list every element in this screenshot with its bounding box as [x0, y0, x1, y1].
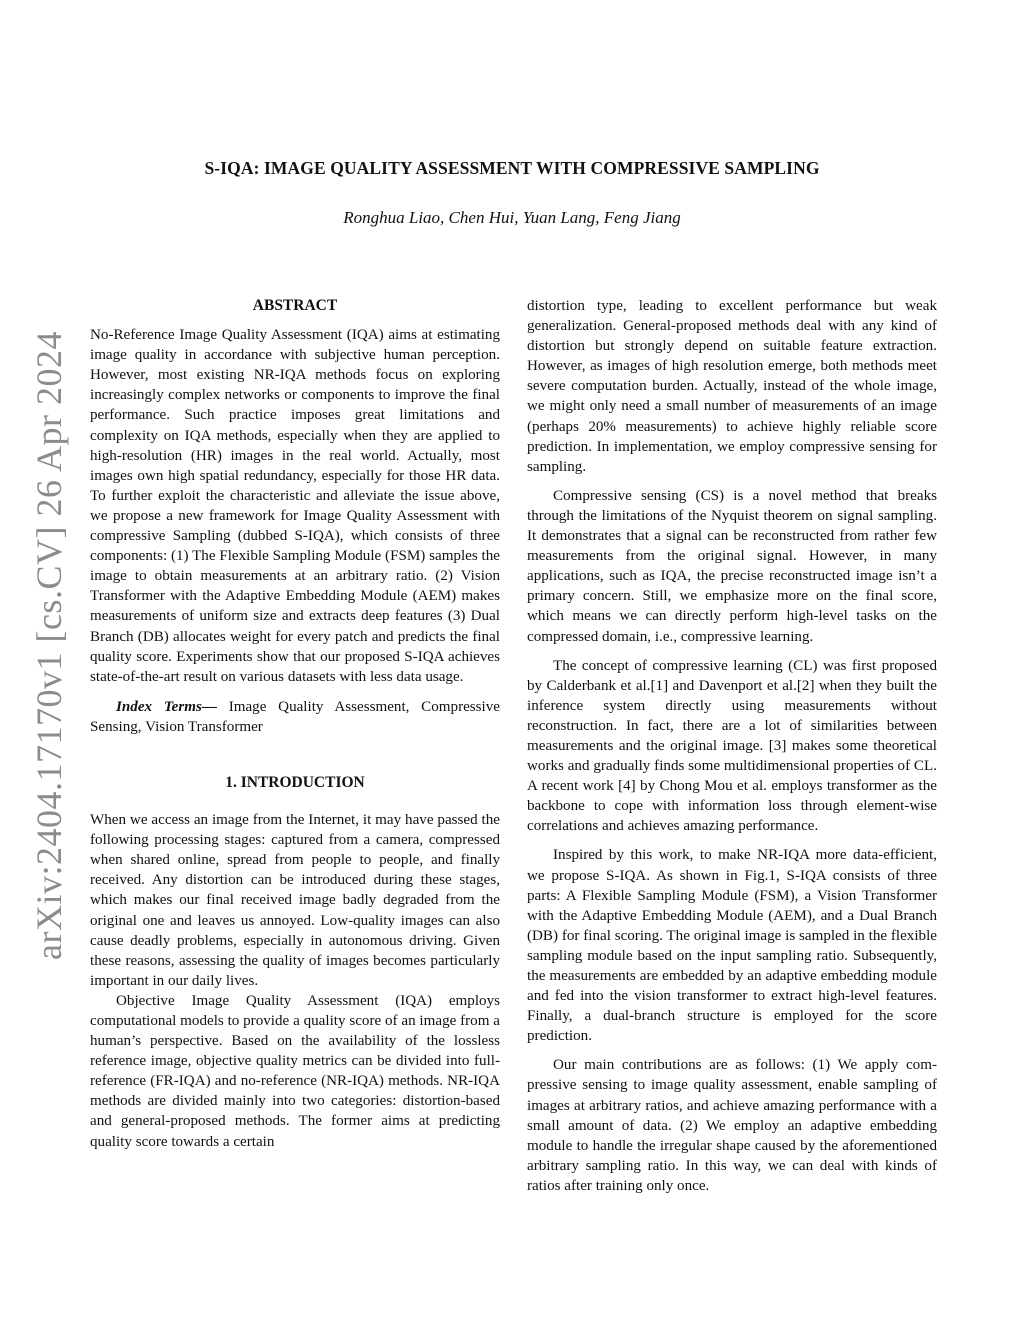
intro-paragraph: When we access an image from the Internet, it may have passed the following processing stages: captured from a camera, compressed when shared online, spread from people to people, and finally received. Any distortion can be introduced during these stages, which makes our final received image badly degraded from the original one and leaves us annoyed. Low-quality images can also cause deadly problems, especially in autonomous driving. Given these reasons, assessing the quality of images becomes particularly important in our daily lives.: [90, 812, 500, 989]
abstract-text: No-Reference Image Quality Assessment (IQA) aims at estimating image quality in accordance with subjective human perception. However, most existing NR-IQA methods focus on exploring increasingly complex networks or components to improve the final performance. Such practice imposes great limitations and complexity on IQA methods, especially when they are applied to high-resolution (HR) images in the real world. Actually, most images own high spatial redundancy, especially for those HR data. To further exploit the characteristic and alleviate the issue above, we propose a new framework for Image Quality Assessment with compressive Sampling (dubbed S-IQA), which consists of three components: (1) The Flexible Sampling Module (FSM) samples the image to obtain measurements at an arbitrary ratio. (2) Vision Transformer with the Adaptive Embedding Module (AEM) makes measurements of uniform size and extracts deep features (3) Dual Branch (DB) allocates weight for every patch and predicts the final quality score. Experiments show that our proposed S-IQA achieves state-of-the-art result on various datasets with less data usage.: [90, 327, 500, 685]
right-column: [527, 296, 937, 1196]
intro-paragraph: The concept of compressive learning (CL) was first proposed by Calderbank et al.[1] and Davenport et al.[2] when they built the inference system directly using measurements without reconstruction. In fact, there are a lot of similarities between measurements and the original image. [3] makes some theoretical works and gradually finds some multidimensional properties of CL. A recent work [4] by Chong Mou et al. employs transformer as the backbone to cope with information loss through element-wise correlations and achieves amazing performance.: [527, 657, 937, 835]
author-list: Ronghua Liao, Chen Hui, Yuan Lang, Feng Jiang: [343, 208, 681, 227]
index-terms: [90, 697, 500, 737]
contributions-paragraph: Our main contributions are as follows: (1) We apply compressive sensing to image quality assessment, enable sampling of images at arbitrary ratios, and achieve amazing performance with a small amount of data. (2) We employ an adaptive embedding module to handle the irregular shape caused by the aforementioned arbitrary sampling ratio. In this way, we can deal with kinds of ratios after training only once.: [527, 1057, 937, 1194]
abstract-heading: ABSTRACT: [252, 297, 338, 314]
introduction-heading: 1. INTRODUCTION: [225, 773, 365, 791]
index-terms-label: Index Terms—: [116, 698, 217, 715]
intro-paragraph: Compressive sensing (CS) is a novel method that breaks through the limitations of the Nyquist theorem on signal sampling. It demonstrates that a signal can be reconstructed from rather few measurements from the original signal. However, in many applications, such as IQA, the precise reconstructed image isn’t a primary concern. Still, we emphasize more on the final score, which means we can directly perform high-level tasks on the compressed domain, i.e., compressive learning.: [527, 487, 937, 645]
arxiv-identifier-stamp: arXiv:2404.17170v1 [cs.CV] 26 Apr 2024: [29, 331, 69, 960]
intro-paragraph: Inspired by this work, to make NR-IQA more data-efficient, we propose S-IQA. As shown in Fig.1, S-IQA consists of three parts: A Flexible Sampling Module (FSM), a Vision Transformer with the Adaptive Embedding Module (AEM), and a Dual Branch (DB) for final scoring. The original image is sampled in the flexible sampling module based on the input sampling ratio. Subsequently, the measurements are embedded by an adaptive embedding module and fed into the vision transformer to extract high-level features. Finally, a dual-branch structure is employed for the score prediction.: [527, 847, 937, 1045]
paper-title: S-IQA: IMAGE QUALITY ASSESSMENT WITH COMPRESSIVE SAMPLING: [204, 158, 820, 178]
intro-paragraph: Objective Image Quality Assessment (IQA) employs computational models to provide a quality score of an image from a human’s perspective. Based on the availability of the lossless reference image, objective quality metrics can be divided into full-reference (FR-IQA) and no-reference (NR-IQA) methods. NR-IQA methods are divided mainly into two categories: distortion-based and general-proposed methods. The former aims at predicting quality score towards a certain: [90, 992, 500, 1150]
intro-paragraph-continued: distortion type, leading to excellent performance but weak generalization. General-proposed methods deal with any kind of distortion but strongly depend on suitable feature extraction. However, as images of high resolution emerge, both methods meet severe computation burden. Actually, instead of the whole image, we might only need a small number of measurements of an image (perhaps 20% measurements) to achieve highly reliable score prediction. In implementation, we employ compressive sensing for sampling.: [527, 298, 937, 475]
index-terms-text: Image Quality Assessment, Compressive Sensing, Vision Transformer: [90, 698, 500, 735]
left-column: [90, 296, 500, 1152]
